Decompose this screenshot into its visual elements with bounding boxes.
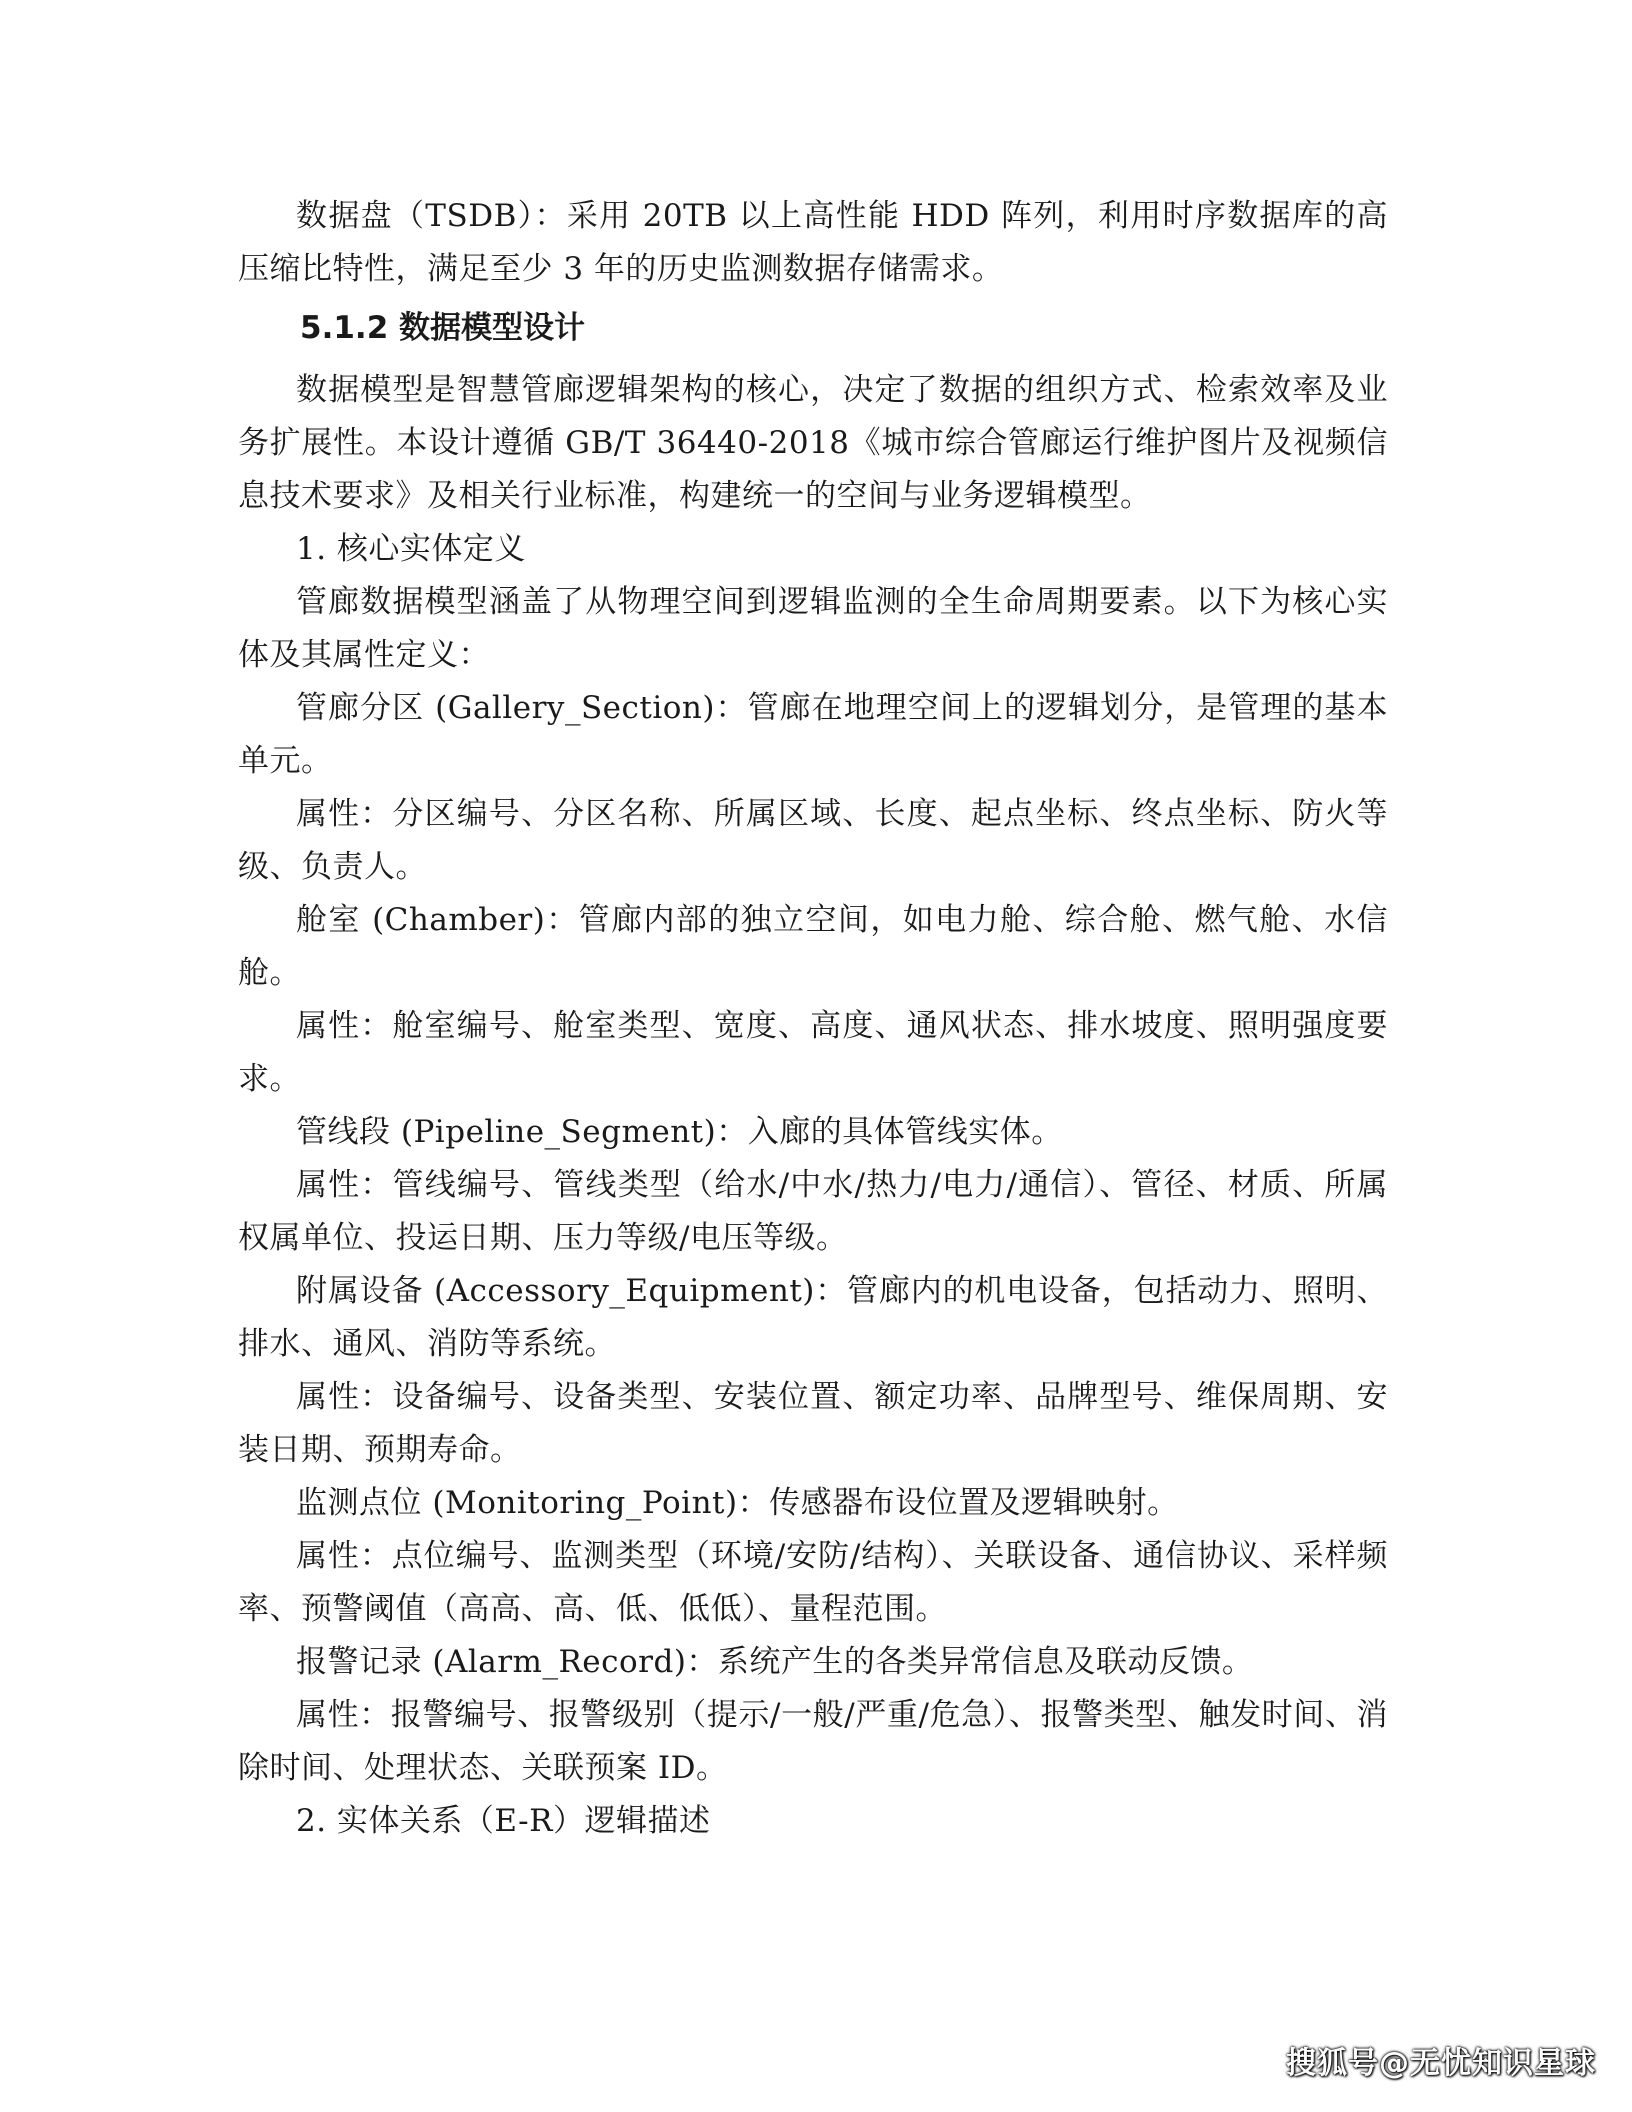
- entity-monitoring-point-attrs: 属性：点位编号、监测类型（环境/安防/结构）、关联设备、通信协议、采样频率、预警阈值（高高、高、低、低低）、量程范围。: [238, 1538, 1388, 1627]
- watermark: 搜狐号@无忧知识星球: [1286, 2046, 1596, 2081]
- entity-alarm-record: 报警记录 (Alarm_Record)：系统产生的各类异常信息及联动反馈。: [296, 1644, 1254, 1680]
- entity-accessory-equipment: 附属设备 (Accessory_Equipment)：管廊内的机电设备，包括动力、照明、排水、通风、消防等系统。: [238, 1273, 1388, 1362]
- paragraph-data-disk: 数据盘（TSDB）：采用 20TB 以上高性能 HDD 阵列，利用时序数据库的高压缩比特性，满足至少 3 年的历史监测数据存储需求。: [238, 198, 1388, 287]
- entity-gallery-section: 管廊分区 (Gallery_Section)：管廊在地理空间上的逻辑划分，是管理的基本单元。: [238, 690, 1388, 779]
- list-heading-er-logic: 2. 实体关系（E-R）逻辑描述: [296, 1803, 711, 1839]
- paragraph-model-intro: 数据模型是智慧管廊逻辑架构的核心，决定了数据的组织方式、检索效率及业务扩展性。本设计遵循 GB/T 36440-2018《城市综合管廊运行维护图片及视频信息技术要求》及相关行业标准，构建统一的空间与业务逻辑模型。: [238, 372, 1388, 514]
- entity-chamber: 舱室 (Chamber)：管廊内部的独立空间，如电力舱、综合舱、燃气舱、水信舱。: [238, 902, 1388, 991]
- entity-monitoring-point: 监测点位 (Monitoring_Point)：传感器布设位置及逻辑映射。: [296, 1485, 1179, 1521]
- entity-gallery-section-attrs: 属性：分区编号、分区名称、所属区域、长度、起点坐标、终点坐标、防火等级、负责人。: [238, 796, 1388, 885]
- entity-chamber-attrs: 属性：舱室编号、舱室类型、宽度、高度、通风状态、排水坡度、照明强度要求。: [238, 1008, 1388, 1097]
- entity-pipeline-segment-attrs: 属性：管线编号、管线类型（给水/中水/热力/电力/通信）、管径、材质、所属权属单位、投运日期、压力等级/电压等级。: [238, 1167, 1388, 1256]
- entity-pipeline-segment: 管线段 (Pipeline_Segment)：入廊的具体管线实体。: [296, 1114, 1063, 1150]
- list-heading-core-entities: 1. 核心实体定义: [296, 531, 526, 567]
- paragraph-entities-intro: 管廊数据模型涵盖了从物理空间到逻辑监测的全生命周期要素。以下为核心实体及其属性定义：: [238, 584, 1388, 673]
- entity-accessory-equipment-attrs: 属性：设备编号、设备类型、安装位置、额定功率、品牌型号、维保周期、安装日期、预期寿命。: [238, 1379, 1388, 1468]
- document-page: [238, 190, 1388, 1848]
- section-heading: 5.1.2 数据模型设计: [300, 310, 586, 346]
- entity-alarm-record-attrs: 属性：报警编号、报警级别（提示/一般/严重/危急）、报警类型、触发时间、消除时间、处理状态、关联预案 ID。: [238, 1697, 1388, 1786]
